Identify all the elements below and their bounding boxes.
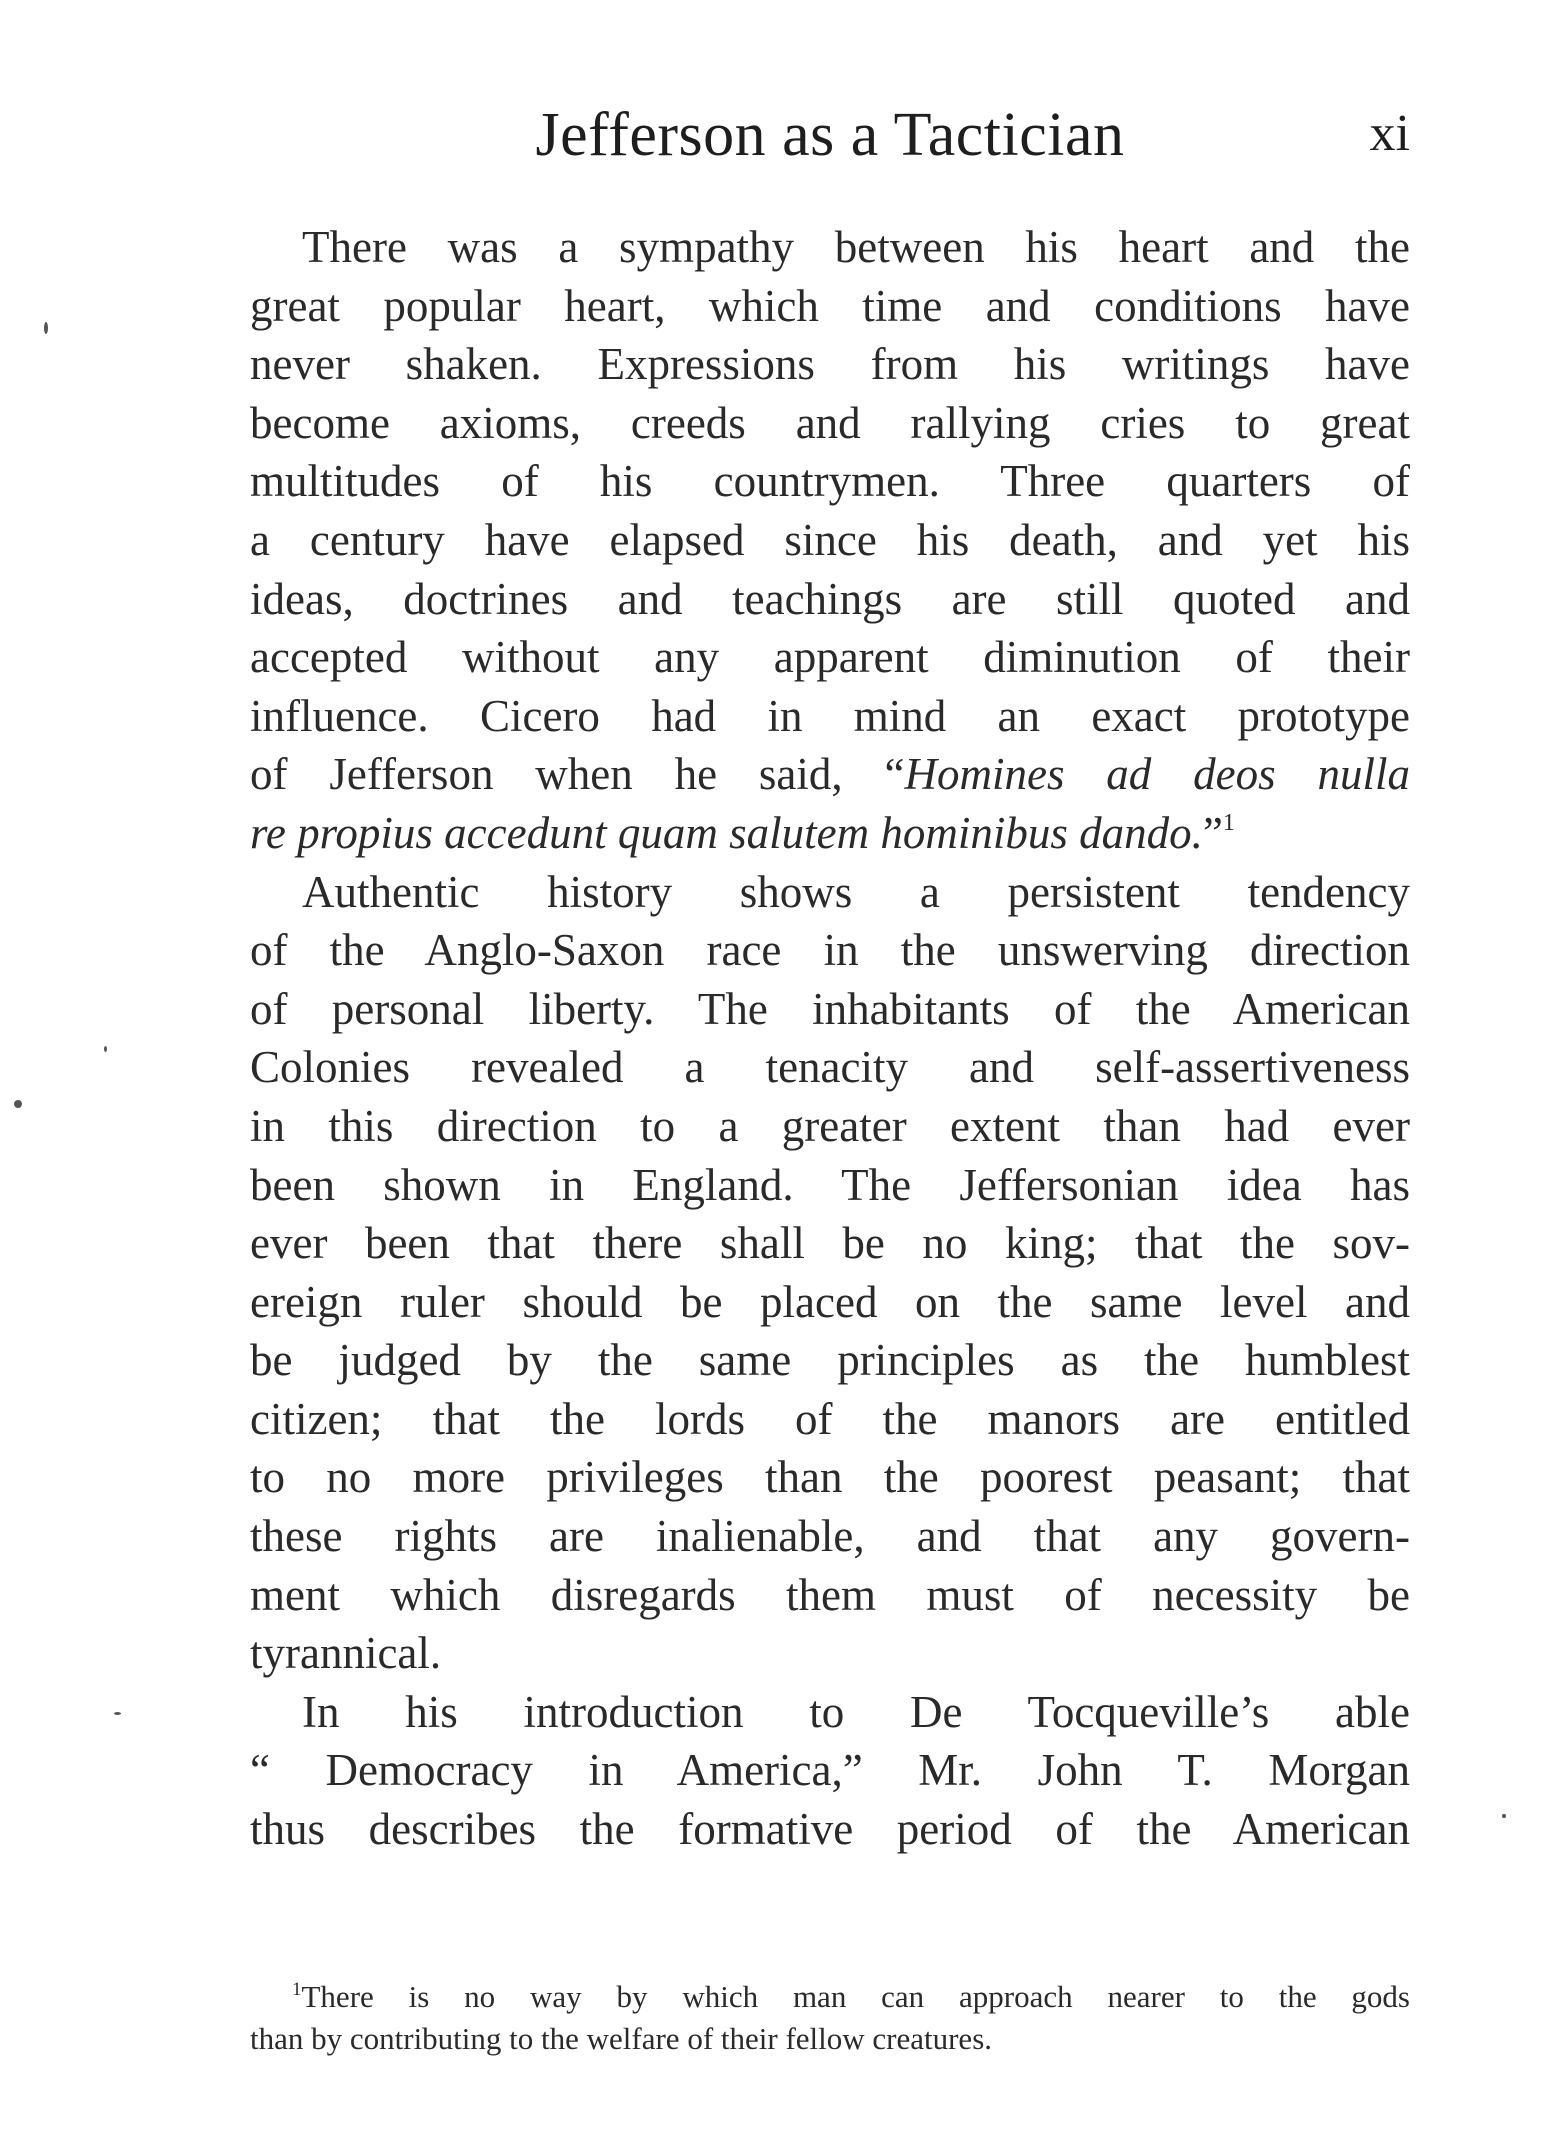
text-run: of Jefferson when he said, “ <box>250 749 905 800</box>
text-line: In his introduction to De Tocqueville’s able <box>302 1686 1410 1737</box>
text-line: influence. Cicero had in mind an exact prototype <box>250 690 1410 741</box>
text-line: a century have elapsed since his death, and yet his <box>250 514 1410 565</box>
text-line: “ Democracy in America,” Mr. John T. Morgan <box>250 1745 1410 1796</box>
text-line: Colonies revealed a tenacity and self-assertiveness <box>250 1042 1410 1093</box>
scan-speck <box>114 1712 121 1715</box>
running-head <box>250 100 1410 180</box>
text-line: citizen; that the lords of the manors are entitled <box>250 1393 1410 1444</box>
footnote <box>250 1976 1410 2060</box>
scan-speck <box>14 1100 22 1108</box>
text-line: ment which disregards them must of necessity be <box>250 1569 1410 1620</box>
scan-speck <box>104 1046 107 1052</box>
text-line: tyrannical. <box>250 1628 442 1679</box>
text-line: There was a sympathy between his heart and the <box>302 222 1410 272</box>
text-line-with-quote <box>250 804 1410 863</box>
text-line: of personal liberty. The inhabitants of the American <box>250 983 1410 1034</box>
text-line: multitudes of his countrymen. Three quarters of <box>250 456 1410 507</box>
latin-quote: re propius accedunt quam salutem hominibus dando. <box>250 807 1203 858</box>
text-line: of the Anglo-Saxon race in the unswerving direction <box>250 925 1410 976</box>
footnote-reference: 1 <box>1222 809 1235 836</box>
footnote-line: than by contributing to the welfare of their fellow creatures. <box>250 2021 993 2056</box>
scan-speck <box>1502 1814 1506 1818</box>
body-text <box>250 218 1410 1859</box>
latin-quote: Homines ad deos nulla <box>904 749 1410 800</box>
text-line: been shown in England. The Jeffersonian idea has <box>250 1159 1410 1210</box>
quote-close: ” <box>1202 807 1223 858</box>
text-line: be judged by the same principles as the humblest <box>250 1335 1410 1386</box>
text-line: these rights are inalienable, and that any govern- <box>250 1511 1410 1562</box>
text-line-with-quote <box>250 745 1410 804</box>
page-number: xi <box>1369 105 1410 162</box>
text-line: ideas, doctrines and teachings are still quoted and <box>250 573 1410 624</box>
text-line: ever been that there shall be no king; that the sov- <box>250 1218 1410 1269</box>
footnote-marker: 1 <box>292 1979 302 2000</box>
text-line: Authentic history shows a persistent tendency <box>302 866 1410 917</box>
scan-speck <box>44 322 48 334</box>
text-line: great popular heart, which time and conditions have <box>250 280 1410 331</box>
footnote-line <box>250 1976 1410 2018</box>
running-title: Jefferson as a Tactician <box>535 101 1125 169</box>
text-line: to no more privileges than the poorest peasant; that <box>250 1452 1410 1503</box>
text-line: accepted without any apparent diminution of their <box>250 632 1410 683</box>
text-line: in this direction to a greater extent than had ever <box>250 1100 1410 1151</box>
footnote-text: There is no way by which man can approach nearer to the gods <box>301 1979 1410 2014</box>
text-line: never shaken. Expressions from his writings have <box>250 339 1410 390</box>
text-line: ereign ruler should be placed on the same level and <box>250 1276 1410 1327</box>
text-line: become axioms, creeds and rallying cries to great <box>250 397 1410 448</box>
text-line: thus describes the formative period of the American <box>250 1804 1410 1855</box>
